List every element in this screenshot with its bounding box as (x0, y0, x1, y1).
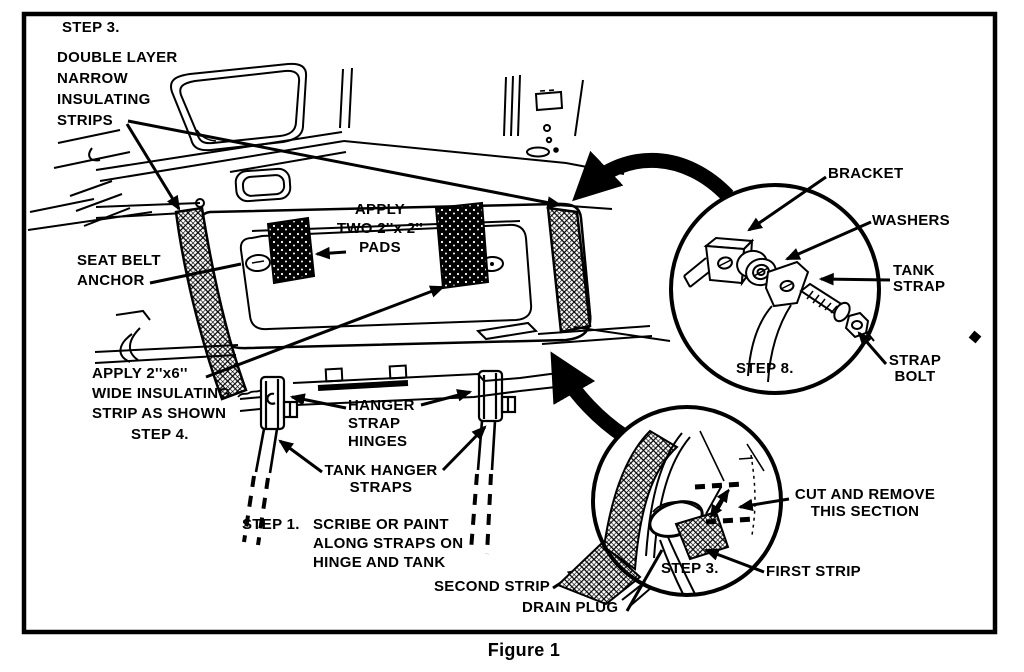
callout-step1-prefix: STEP 1. (242, 516, 300, 533)
callout-line: HANGER (348, 397, 415, 414)
callout-line: DOUBLE LAYER (57, 49, 178, 66)
leader-strips-left (127, 124, 179, 209)
callout-apply-pads (323, 200, 437, 257)
callout-second-strip: SECOND STRIP (434, 578, 551, 595)
callout-line: HINGE AND TANK (313, 554, 446, 571)
callout-step4: STEP 4. (131, 426, 189, 443)
callout-line: CUT AND REMOVE (794, 486, 936, 503)
leader-strips-right (128, 121, 560, 205)
callout-line: ANCHOR (77, 272, 145, 289)
callout-line: STRAP (888, 352, 942, 369)
callout-line: HINGES (348, 433, 408, 450)
callout-line: ALONG STRAPS ON (313, 535, 464, 552)
pad-right (436, 203, 488, 288)
leader-wide-strip (206, 287, 443, 377)
callout-step1-text (313, 515, 463, 572)
callout-tank-hanger-straps (316, 462, 446, 496)
callout-line: TANK (893, 262, 935, 279)
callout-line: SCRIBE OR PAINT (313, 516, 449, 533)
callout-line: STRAPS (349, 479, 413, 496)
leader-tank-strap (821, 279, 890, 280)
ink-mark (969, 331, 982, 344)
figure-caption: Figure 1 (487, 640, 561, 660)
callout-drain-plug: DRAIN PLUG (522, 599, 619, 616)
callout-washers: WASHERS (872, 212, 950, 229)
seat-belt-anchor-boss (245, 254, 270, 272)
callout-cut-and-remove (788, 486, 942, 520)
callout-line: WIDE INSULATING (92, 385, 231, 402)
callout-line: INSULATING (57, 91, 151, 108)
callout-line: STRAP (893, 278, 946, 295)
callout-seat-belt-anchor (77, 251, 161, 291)
callout-line: STRIP AS SHOWN (92, 405, 227, 422)
callout-step3-main: STEP 3. (62, 19, 120, 36)
arrow-to-step3-detail (560, 368, 624, 436)
callout-line: TANK HANGER (324, 462, 438, 479)
cut-line-bottom (706, 519, 753, 522)
callout-double-layer-strips (57, 47, 178, 131)
callout-bracket: BRACKET (828, 165, 904, 182)
callout-hanger-strap-hinges (348, 397, 415, 451)
arrow-to-step8-detail (586, 160, 728, 196)
callout-step3-inset: STEP 3. (661, 560, 719, 577)
callout-line: STRIPS (57, 112, 113, 129)
callout-tank-strap (893, 263, 945, 295)
callout-line: APPLY (354, 201, 406, 218)
callout-line: STRAP (348, 415, 401, 432)
callout-line: NARROW (57, 70, 128, 87)
callout-line: TWO 2''x 2'' (336, 220, 424, 237)
insulating-strip-right (548, 208, 590, 332)
callout-strap-bolt (886, 353, 944, 385)
callout-apply-wide-strip (92, 364, 230, 424)
strap-left (256, 429, 277, 473)
callout-step8: STEP 8. (736, 360, 794, 377)
cut-line-top (695, 484, 742, 487)
pad-left (268, 218, 314, 283)
strap-right (478, 421, 495, 470)
callout-line: PADS (359, 239, 401, 256)
callout-first-strip: FIRST STRIP (766, 563, 861, 580)
callout-line: BOLT (894, 368, 936, 385)
callout-line: APPLY 2''x6'' (92, 365, 188, 382)
callout-line: SEAT BELT (77, 252, 161, 269)
callout-line: THIS SECTION (810, 503, 920, 520)
